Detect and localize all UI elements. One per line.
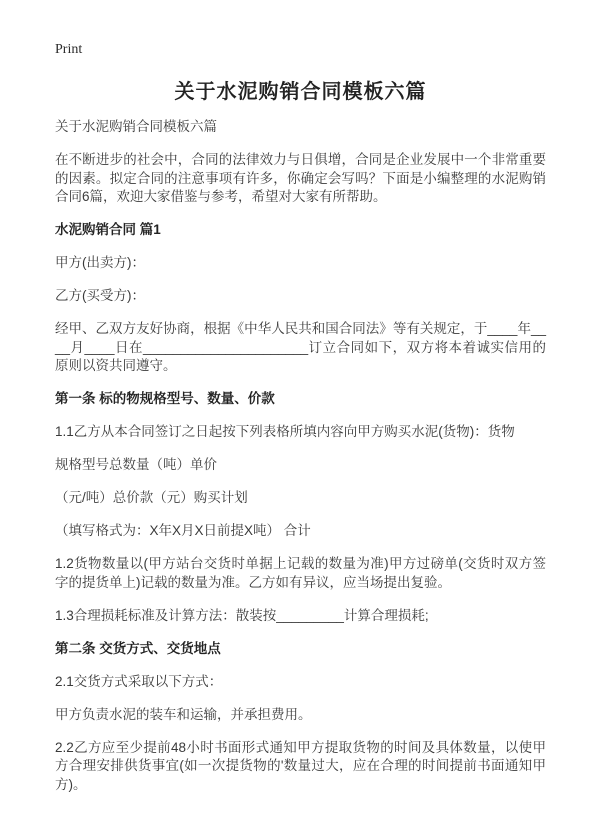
intro-paragraph: 在不断进步的社会中，合同的法律效力与日俱增，合同是企业发展中一个非常重要的因素。拟定合同的注意事项有许多，你确定会写吗？下面是小编整理的水泥购销合同6篇，欢迎大家借鉴与参考，希望对大家有所帮助。 <box>55 152 546 204</box>
section-heading-pian1: 水泥购销合同 篇1 <box>55 222 161 237</box>
clause-2-2: 2.2乙方应至少提前48小时书面形式通知甲方提取货物的时间及具体数量，以使甲方合理安排供货事宜(如一次提货物的'数量过大，应在合理的时间提前书面通知甲方)。 <box>55 739 546 792</box>
party-b-line: 乙方(买受方)： <box>55 288 145 303</box>
section-heading-article2: 第二条 交货方式、交货地点 <box>55 640 221 656</box>
clause-1-2: 1.2货物数量以(甲方站台交货时单据上记载的数量为准)甲方过磅单(交货时双方签字的提货单上)记载的数量为准。乙方如有异议，应当场提出复验。 <box>55 556 546 590</box>
doc-subtitle: 关于水泥购销合同模板六篇 <box>55 119 217 134</box>
clause-1-3: 1.3合理损耗标准及计算方法：散装按_________计算合理损耗; <box>55 607 429 623</box>
spec-line: 规格型号总数量（吨）单价 <box>55 457 217 472</box>
delivery-duty-line: 甲方负责水泥的装车和运输，并承担费用。 <box>55 706 312 722</box>
clause-1-1: 1.1乙方从本合同签订之日起按下列表格所填内容向甲方购买水泥(货物)：货物 <box>55 424 515 439</box>
party-a-line: 甲方(出卖方)： <box>55 255 145 270</box>
fill-format-line: （填写格式为：X年X月X日前提X吨） 合计 <box>55 523 311 538</box>
document-body <box>55 118 546 794</box>
clause-2-1: 2.1交货方式采取以下方式： <box>55 673 223 689</box>
page-title: 关于水泥购销合同模板六篇 <box>174 81 427 103</box>
print-button[interactable]: Print <box>55 42 83 57</box>
agreement-paragraph: 经甲、乙双方友好协商，根据《中华人民共和国合同法》等有关规定，于____年____月____日在______________________订立合同如下，双方将本着诚实信用的原则以资共同遵守。 <box>55 321 546 373</box>
price-line: （元/吨）总价款（元）购买计划 <box>55 490 248 505</box>
section-heading-article1: 第一条 标的物规格型号、数量、价款 <box>55 391 275 406</box>
